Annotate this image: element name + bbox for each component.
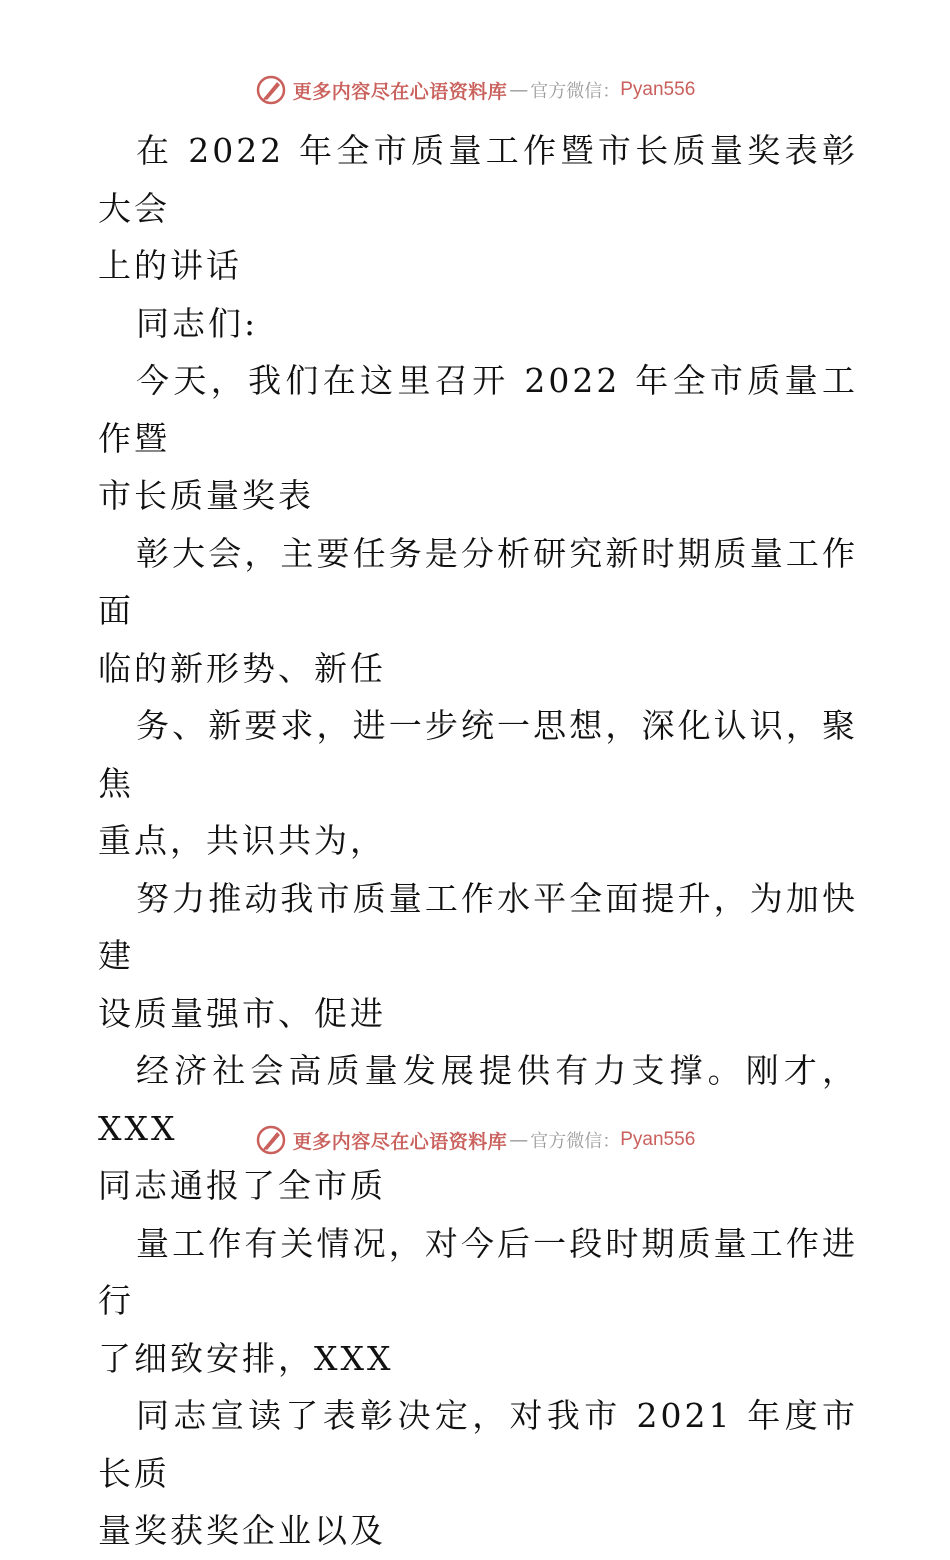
banner-separator: — xyxy=(509,79,529,101)
salutation: 同志们: xyxy=(136,303,259,343)
paragraph-2: 彰大会，主要任务是分析研究新时期质量工作面 临的新形势、新任 xyxy=(98,533,858,688)
paragraph-4: 努力推动我市质量工作水平全面提升，为加快建 设质量强市、促进 xyxy=(98,878,858,1033)
quill-pen-circle-icon xyxy=(255,74,287,106)
paragraph-1: 今天，我们在这里召开 2022 年全市质量工作暨 市长质量奖表 xyxy=(98,361,858,515)
footer-watermark-banner xyxy=(0,1122,950,1158)
banner-slogan: 更多内容尽在心语资料库 xyxy=(292,1130,508,1153)
banner-wechat-id: Pyan556 xyxy=(620,1129,696,1150)
paragraph-7: 同志宣读了表彰决定，对我市 2021 年度市长质 量奖获奖企业以及 xyxy=(98,1396,858,1550)
banner-wechat-label: 官方微信： xyxy=(530,1131,621,1152)
header-watermark-banner xyxy=(0,72,950,108)
paragraph-5: 经济社会高质量发展提供有力支撑。刚才，XXX 同志通报了全市质 xyxy=(98,1051,858,1205)
document-title: 在 2022 年全市质量工作暨市长质量奖表彰大会 上的讲话 xyxy=(98,131,858,285)
banner-slogan: 更多内容尽在心语资料库 xyxy=(292,80,508,103)
document-body xyxy=(98,122,858,1560)
paragraph-3: 务、新要求，进一步统一思想，深化认识，聚焦 重点，共识共为， xyxy=(98,706,858,860)
banner-wechat-label: 官方微信： xyxy=(530,81,621,102)
banner-separator: — xyxy=(509,1129,529,1151)
banner-wechat-id: Pyan556 xyxy=(620,79,696,100)
quill-pen-circle-icon xyxy=(255,1124,287,1156)
paragraph-6: 量工作有关情况，对今后一段时期质量工作进行 了细致安排，XXX xyxy=(98,1223,858,1378)
